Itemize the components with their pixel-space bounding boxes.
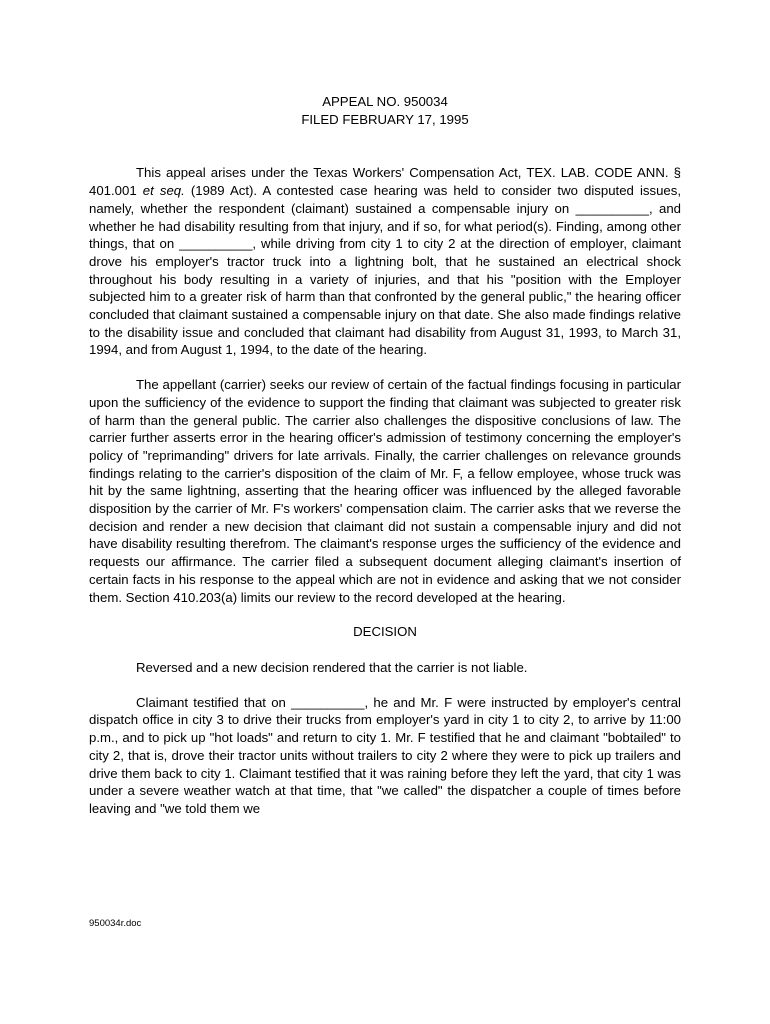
paragraph-intro bbox=[89, 164, 681, 359]
document-body bbox=[89, 93, 681, 835]
document-heading bbox=[89, 93, 681, 128]
paragraph-intro-part1: This appeal arises under the Texas Workers' Compensation Act, TEX. LAB. CODE ANN. § 401.001 bbox=[89, 165, 681, 199]
paragraph-testimony: Claimant testified that on __________, he and Mr. F were instructed by employer's central dispatch office in city 3 to drive their trucks from employer's yard in city 1 to city 2, to arrive by 11:00 p.m., and to pick up "hot loads" and return to city 1. Mr. F testified that he and claimant "bobtailed" to city 2, that is, drove their tractor units without trailers to city 2 where they were to pick up trailers and drive them back to city 1. Claimant testified that it was raining before they left the yard, that city 1 was under a severe weather watch at that time, that "we called" the dispatcher a couple of times before leaving and "we told them we bbox=[89, 694, 681, 816]
footer-filename: 950034r.doc bbox=[89, 918, 142, 929]
paragraph-intro-italic: et seq. bbox=[142, 183, 185, 199]
filed-date: FILED FEBRUARY 17, 1995 bbox=[301, 111, 469, 127]
paragraph-intro-part2: (1989 Act). A contested case hearing was held to consider two disputed issues, namely, whether the respondent (claimant) sustained a compensable injury on __________, and whether he had disability resulting from that injury, and if so, for what period(s). Finding, among other things, that on __________, while driving from city 1 to city 2 at the direction of employer, claimant drove his employer's tractor truck into a lightning bolt, that he sustained an electrical shock throughout his body resulting in a variety of injuries, and that his "position with the Employer subjected him to a greater risk of harm than that confronted by the general public," the hearing officer concluded that claimant sustained a compensable injury on that date. She also made findings relative to the disability issue and concluded that claimant had disability from August 31, 1993, to March 31, 1994, and from August 1, 1994, to the date of the hearing. bbox=[89, 183, 681, 358]
paragraph-appeal: The appellant (carrier) seeks our review of certain of the factual findings focusing in particular upon the sufficiency of the evidence to support the finding that claimant was subjected to greater risk of harm than the general public. The carrier also challenges the dispositive conclusions of law. The carrier further asserts error in the hearing officer's admission of testimony concerning the employer's policy of "reprimanding" drivers for late arrivals. Finally, the carrier challenges on relevance grounds findings relating to the carrier's disposition of the claim of Mr. F, a fellow employee, whose truck was hit by the same lightning, asserting that the hearing officer was influenced by the alleged favorable disposition by the carrier of Mr. F's workers' compensation claim. The carrier asks that we reverse the decision and render a new decision that claimant did not sustain a compensable injury and did not have disability resulting therefrom. The claimant's response urges the sufficiency of the evidence and requests our affirmance. The carrier filed a subsequent document alleging claimant's insertion of certain facts in his response to the appeal which are not in evidence and asking that we not consider them. Section 410.203(a) limits our review to the record developed at the hearing. bbox=[89, 377, 681, 605]
paragraph-decision: Reversed and a new decision rendered that the carrier is not liable. bbox=[136, 659, 528, 675]
decision-heading: DECISION bbox=[353, 624, 417, 640]
appeal-number: APPEAL NO. 950034 bbox=[322, 94, 448, 109]
